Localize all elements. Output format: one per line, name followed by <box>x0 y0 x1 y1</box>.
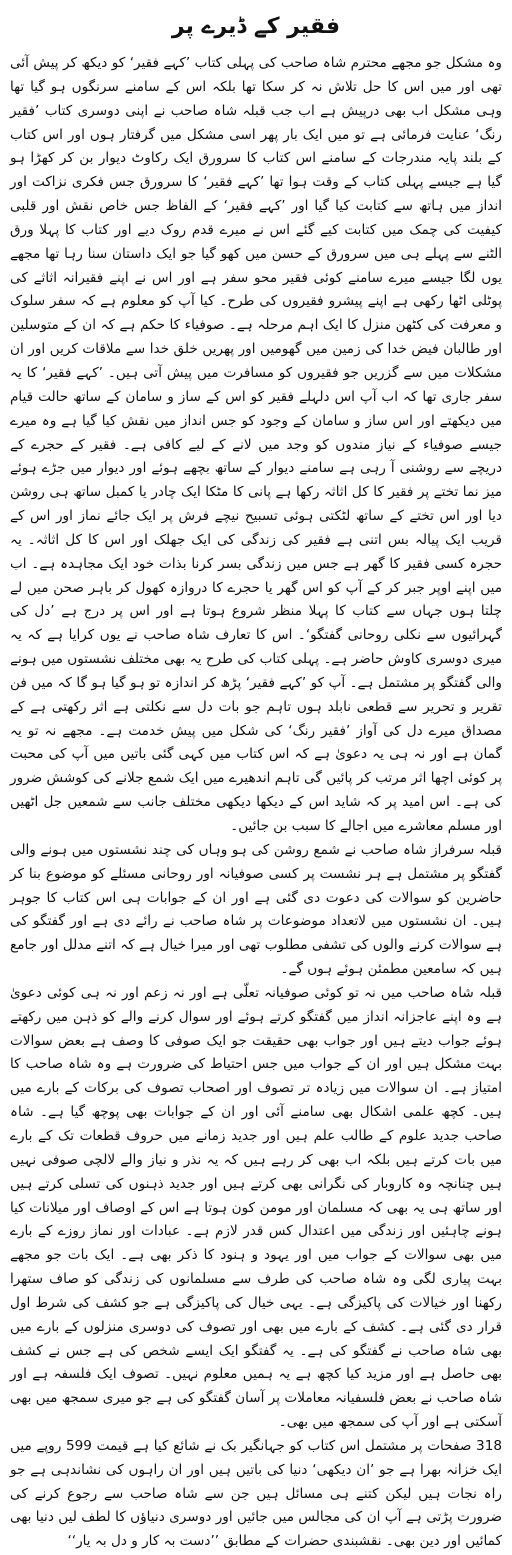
article-paragraph-2: قبلہ سرفراز شاہ صاحب نے شمع روشن کی ہو وہاں کی چند نشستوں میں ہونے والی گفتگو پر مشتمل ہے ہر نشست پر کسی صوفیانہ اور روحانی مسئلے کو موضوع بنا کر حاضرین کو سوالات کی دعوت دی گئی ہے اور ان کے جوابات ہی اس کتاب کا جوہر ہیں۔ ان نشستوں میں لاتعداد موضوعات پر شاہ صاحب نے رائے دی ہے اور گفتگو کی ہے سوالات کرنے والوں کی تشفی مطلوب تھی اور میرا خیال ہے کہ اتنے مدلل اور جامع ہیں کہ سامعین مطمئن ہوئے ہوں گے۔ <box>10 841 502 978</box>
article-paragraph-1: وہ مشکل جو مجھے محترم شاہ صاحب کی پہلی کتاب ’کہے فقیر‘ کو دیکھ کر پیش آئی تھی اور میں اس کا حل تلاش نہ کر سکا تھا بلکہ اس کے سامنے سرنگوں ہو گیا تھا وہی مشکل اب بھی درپیش ہے اب جب قبلہ شاہ صاحب نے اپنی دوسری کتاب ’فقیر رنگ‘ عنایت فرمائی ہے تو میں ایک بار پھر اسی مشکل میں گرفتار ہوں اور اس کتاب کے بلند پایہ مندرجات کے سامنے اس کتاب کا سرورق ایک رکاوٹ دیوار بن کر کھڑا ہو گیا ہے جیسے پہلی کتاب کے وقت ہوا تھا ’کہے فقیر‘ کا سرورق جس فکری نزاکت اور انداز میں ہاتھ سے کتابت کیا گیا اور ’کہے فقیر‘ کے الفاظ جس خاص نقش اور قلبی کیفیت کی چمک میں کتابت کیے گئے اس نے میرے قدم روک دیے اور کتاب کا پہلا ورق الٹنے سے پہلے ہی میں سرورق کے حسن میں کھو گیا جو ایک داستان سنا رہا تھا مجھے یوں لگا جیسے میرے سامنے کوئی فقیر محو سفر ہے اور اس نے اپنے فقیرانہ اثاثے کی پوٹلی اٹھا رکھی ہے اپنے پیشرو فقیروں کی طرح۔ کیا آپ کو معلوم ہے کہ سفر سلوک و معرفت کی کٹھن منزل کا ایک اہم مرحلہ ہے۔ صوفیاء کا حکم ہے کہ ان کے متوسلین اور طالبان فیض خدا کی زمین میں گھومیں اور پھریں خلق خدا سے ملاقات کریں اور ان مشکلات میں سے گزریں جو فقیروں کو مسافرت میں پیش آتی ہیں۔ ’کہے فقیر‘ کا یہ سفر جاری تھا کہ اب آپ اس دلہلے فقیر کو اس کے ساز و سامان کے ساتھ حالت قیام میں دیکھتے اور اس ساز و سامان کے وجود کو جس انداز میں نقش کیا گیا ہے وہ میرے جیسے صوفیاء کے نیاز مندوں کو وجد میں لانے کے لیے کافی ہے۔ فقیر کے حجرے کے دریچے سے روشنی آ رہی ہے سامنے دیوار کے ساتھ بچھے ہوئے اور دیوار میں جڑے ہوئے میز نما تختے پر فقیر کا کل اثاثہ رکھا ہے پانی کا مٹکا ایک چادر یا کمبل ساتھ ہی روشن دیا اور اس تختے کے ساتھ لٹکتی ہوئی تسبیح نیچے فرش پر ایک جائے نماز اور اس کے قریب ایک پیالہ بس اتنی ہے فقیر کی زندگی کی ایک جھلک اور اس کا کل اثاثہ۔ یہ حجرہ کسی فقیر کا گھر ہے جس میں زندگی بسر کرنا بذات خود ایک مجاہدہ ہے۔ اب میں اپنے اوپر جبر کر کے آپ کو اس گھر یا حجرے کا دروازہ کھول کر باہر صحن میں لے چلتا ہوں جہاں سے کتاب کا پہلا منظر شروع ہوتا ہے اور اس پر درج ہے ’دل کی گہرائیوں سے نکلی روحانی گفتگو‘۔ اس کا تعارف شاہ صاحب نے یوں کرایا ہے کہ یہ میری دوسری کاوش حاضر ہے۔ پہلی کتاب کی طرح یہ بھی مختلف نشستوں میں ہونے والی گفتگو پر مشتمل ہے۔ آپ کو ’کہے فقیر‘ پڑھ کر اندازہ تو ہو گیا ہو گا کہ میں فن تقریر و تحریر سے قطعی نابلد ہوں تاہم جو بات دل سے نکلتی ہے اثر رکھتی ہے کے مصداق میرے دل کی آواز ’فقیر رنگ‘ کی شکل میں پیش خدمت ہے۔ مجھے نہ تو یہ گمان ہے اور نہ ہی یہ دعویٰ ہے کہ اس کتاب میں کہی گئی باتیں میں آپ کی محبت پر کوئی اچھا اثر مرتب کر پائیں گی تاہم اندھیرے میں ایک شمع جلانے کی کوشش ضرور کی ہے۔ اس امید پر کہ شاید اس کے دیکھا دیکھی مختلف جانب سے شمعیں جل اٹھیں اور مسلم معاشرے میں اجالے کا سبب بن جائیں۔ <box>10 55 502 834</box>
article-title: فقیر کے ڈیرے پر <box>171 14 341 39</box>
article-paragraph-4: 318 صفحات پر مشتمل اس کتاب کو جہانگیر بک نے شائع کیا ہے قیمت 599 روپے میں ایک خزانہ بھرا ہے جو ’ان دیکھی‘ دنیا کی باتیں ہیں اور ان راہوں کی نشاندہی ہے جو راہ نجات ہیں لیکن کتنے ہی مسائل ہیں جن سے شاہ صاحب سے رجوع کرنے کی ضرورت پڑتی ہے آپ ان کی مجالس میں جائیں اور دوسری دنیاؤں کا لطف لیں دنیا بھی کمائیں اور دین بھی۔ نقشبندی حضرات کے مطابق ’’دست بہ کار و دل بہ یار‘‘ <box>10 1437 502 1550</box>
article-body <box>10 52 502 1554</box>
article-paragraph-3: قبلہ شاہ صاحب میں نہ تو کوئی صوفیانہ تعلّی ہے اور نہ زعم اور نہ ہی کوئی دعویٰ ہے وہ اپنے عاجزانہ انداز میں گفتگو کرتے ہوئے اور سوال کرنے والے کو ذہن میں رکھتے ہوئے جواب دیتے ہیں اور جواب بھی حقیقت جو ایک صوفی کا وصف ہے بعض سوالات بہت مشکل ہیں اور ان کے جواب میں جس احتیاط کی ضرورت ہے وہ شاہ صاحب کا امتیاز ہے۔ ان سوالات میں زیادہ تر تصوف اور اصحاب تصوف کی برکات کے بارے میں ہیں۔ کچھ علمی اشکال بھی سامنے آئی اور ان کے جوابات بھی پوچھ گیا ہے۔ شاہ صاحب جدید علوم کے طالب علم ہیں اور جدید زمانے میں حروف قطعات تک کے بارے میں بات کرتے ہیں بلکہ اب بھی کر رہے ہیں کہ یہ نذر و نیاز والے لالچی صوفی نہیں ہیں چنانچہ وہ کاروبار کی نگرانی بھی کرتے ہیں اور جدید ذہنوں کی تسلی کرتے ہیں اور ساتھ ہی یہ بھی کہ مسلمان اور مومن کون ہوتا ہے اس کے اوصاف اور میلانات کیا ہونے چاہئیں اور زندگی میں اعتدال کس قدر لازم ہے۔ عبادات اور نماز روزے کے بارے میں بھی سوالات کے جواب میں اور یہود و ہنود کا ذکر بھی ہے۔ ایک بات جو مجھے بہت پیاری لگی وہ شاہ صاحب کی طرف سے مسلمانوں کی زندگی کو صاف ستھرا رکھنا اور خیالات کی پاکیزگی ہے۔ یہی خیال کی پاکیزگی ہے جو کشف کی شرط اول قرار دی گئی ہے۔ کشف کے بارے میں بھی اور تصوف کی دوسری منزلوں کے بارے میں بھی شاہ صاحب نے گفتگو کی ہے۔ یہ گفتگو ایک ایسے شخص کی ہے جس نے کشف بھی حاصل ہے اور مزید کیا کچھ ہے یہ ہمیں معلوم نہیں۔ تصوف ایک فلسفہ ہے اور شاہ صاحب نے بعض فلسفیانہ معاملات پر آسان گفتگو کی ہے جو میری سمجھ میں بھی آسکتی ہے اور آپ کی سمجھ میں بھی۔ <box>10 984 502 1431</box>
